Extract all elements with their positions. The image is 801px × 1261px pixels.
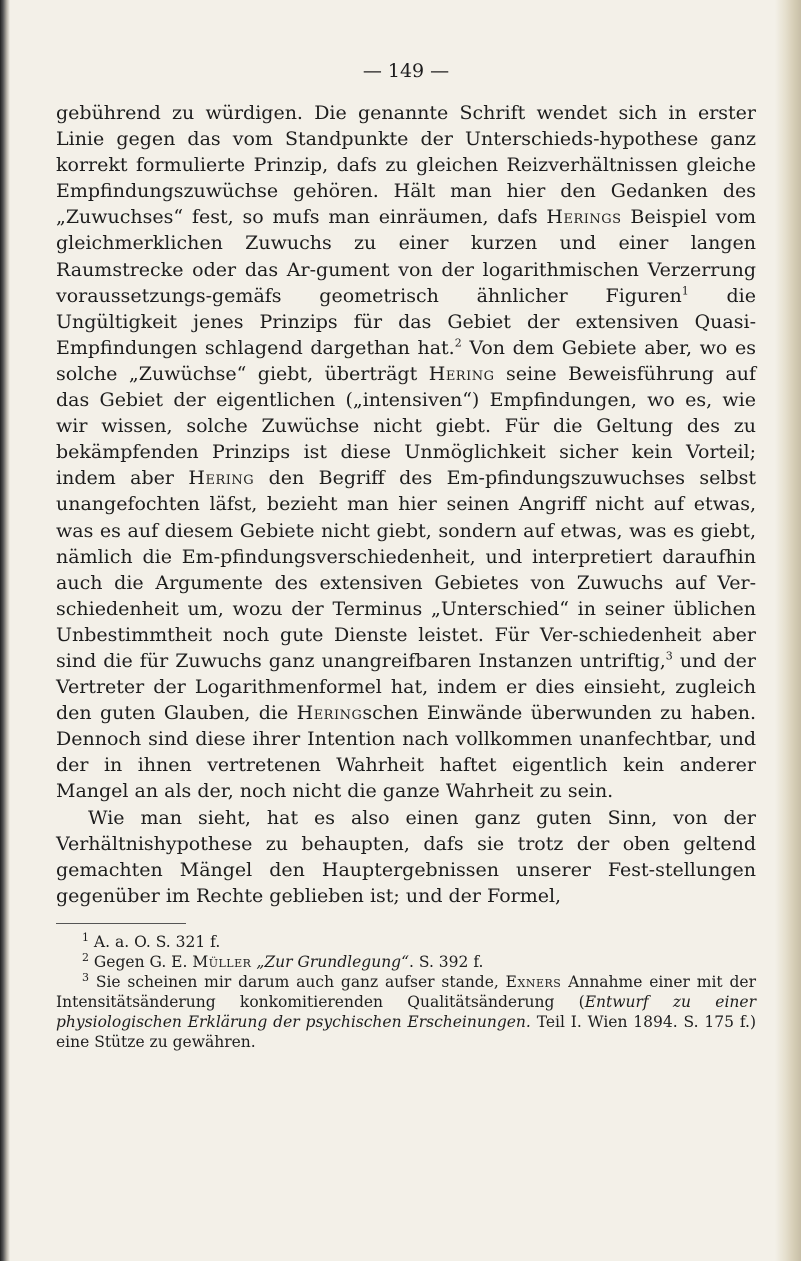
text-run: Herings — [546, 206, 622, 229]
text-run: Sie scheinen mir darum auch ganz aufser stande, — [89, 972, 506, 991]
text-run: Annahme einer mit der Intensitätsänderung konkomitierenden Qualitätsänderung ( — [56, 972, 757, 1011]
text-run: Beispiel vom gleichmerklichen Zuwuchs zu einer kurzen und einer langen Raumstrecke oder das Ar-gument von der logarithmischen Verzerrung voraussetzungs-gemäfs geometrisch ähnlicher Figuren — [56, 206, 756, 307]
text-run: und der Vertreter der Logarithmenformel hat, indem er dies einsieht, zugleich den guten Glauben, die — [56, 649, 756, 725]
text-run: „Zur Grundlegung“ — [256, 952, 410, 971]
page-number: — 149 — — [362, 60, 450, 82]
text-run: Exners — [505, 972, 562, 991]
footnote-3 — [56, 972, 756, 1052]
paragraph-1 — [56, 100, 756, 805]
book-page — [56, 60, 756, 1052]
page-edge — [775, 0, 801, 1261]
footnote-marker: 2 — [82, 950, 89, 964]
footnote-marker: 2 — [454, 336, 462, 350]
text-run: . S. 392 f. — [409, 952, 484, 971]
text-run: Gegen G. E. — [89, 952, 193, 971]
footnote-marker: 3 — [665, 649, 673, 663]
text-run: seine Beweisführung auf das Gebiet der eigentlichen („intensiven“) Empfindungen, wo es, wie wir wissen, solche Zuwüchse nicht giebt. Für die Geltung des zu bekämpfenden Prinzips ist diese Unmöglichkeit sicher kein Vorteil; indem aber — [56, 362, 756, 490]
footnote-divider — [56, 923, 186, 924]
text-run: A. a. O. S. 321 f. — [89, 932, 221, 951]
text-run: Hering — [428, 362, 495, 385]
text-run: die Ungültigkeit jenes Prinzips für das Gebiet der extensiven Quasi-Empfindungen schlagend dargethan hat. — [56, 284, 756, 359]
book-gutter-shadow — [0, 0, 10, 1261]
text-run: Teil I. Wien 1894. S. 175 f.) eine Stütze zu gewähren. — [56, 1012, 756, 1051]
text-run: Wie man sieht, hat es also einen ganz guten Sinn, von der Verhältnishypothese zu behaupten, dafs sie trotz der oben geltend gemachten Mängel den Hauptergebnissen unserer Fest-stellungen gegenüber im Rechte geblieben ist; und der Formel, — [56, 806, 756, 907]
text-run: Müller — [192, 952, 252, 971]
main-text — [56, 100, 756, 909]
footnote-1 — [56, 932, 756, 952]
footnote-marker: 1 — [82, 930, 89, 944]
paragraph-2 — [56, 805, 756, 909]
text-run: Entwurf zu einer physiologischen Erklärung der psychischen Erscheinungen. — [56, 992, 756, 1031]
text-run: gebührend zu würdigen. Die genannte Schrift wendet sich in erster Linie gegen das vom Standpunkte der Unterschieds-hypothese ganz korrekt formulierte Prinzip, dafs zu gleichen Reizverhältnissen gleiche Empfindungszuwüchse gehören. Hält man hier den Gedanken des „Zuwuchses“ fest, so mufs man einräumen, dafs — [56, 102, 756, 229]
footnotes — [56, 932, 756, 1052]
text-run: Hering — [188, 467, 255, 490]
text-run: schen Einwände überwunden zu haben. Dennoch sind diese ihrer Intention nach vollkommen unanfechtbar, und der in ihnen vertretenen Wahrheit haftet eigentlich kein anderer Mangel an als der, noch nicht die ganze Wahrheit zu sein. — [56, 702, 756, 803]
footnote-marker: 3 — [82, 970, 89, 984]
text-run: Hering — [296, 702, 363, 725]
footnote-marker: 1 — [681, 284, 689, 298]
text-run: Von dem Gebiete aber, wo es solche „Zuwüchse“ giebt, überträgt — [56, 336, 756, 385]
footnote-2 — [56, 952, 756, 972]
text-run: den Begriff des Em-pfindungszuwuchses selbst unangefochten läfst, bezieht man hier seinen Angriff nicht auf etwas, was es auf diesem Gebiete nicht giebt, sondern auf etwas, was es giebt, nämlich die Em-pfindungsverschiedenheit, und interpretiert daraufhin auch die Argumente des extensiven Gebietes von Zuwuchs auf Ver-schiedenheit um, wozu der Terminus „Unterschied“ in seiner üblichen Unbestimmtheit noch gute Dienste leistet. Für Ver-schiedenheit aber sind die für Zuwuchs ganz unangreifbaren Instanzen untriftig, — [56, 467, 756, 672]
